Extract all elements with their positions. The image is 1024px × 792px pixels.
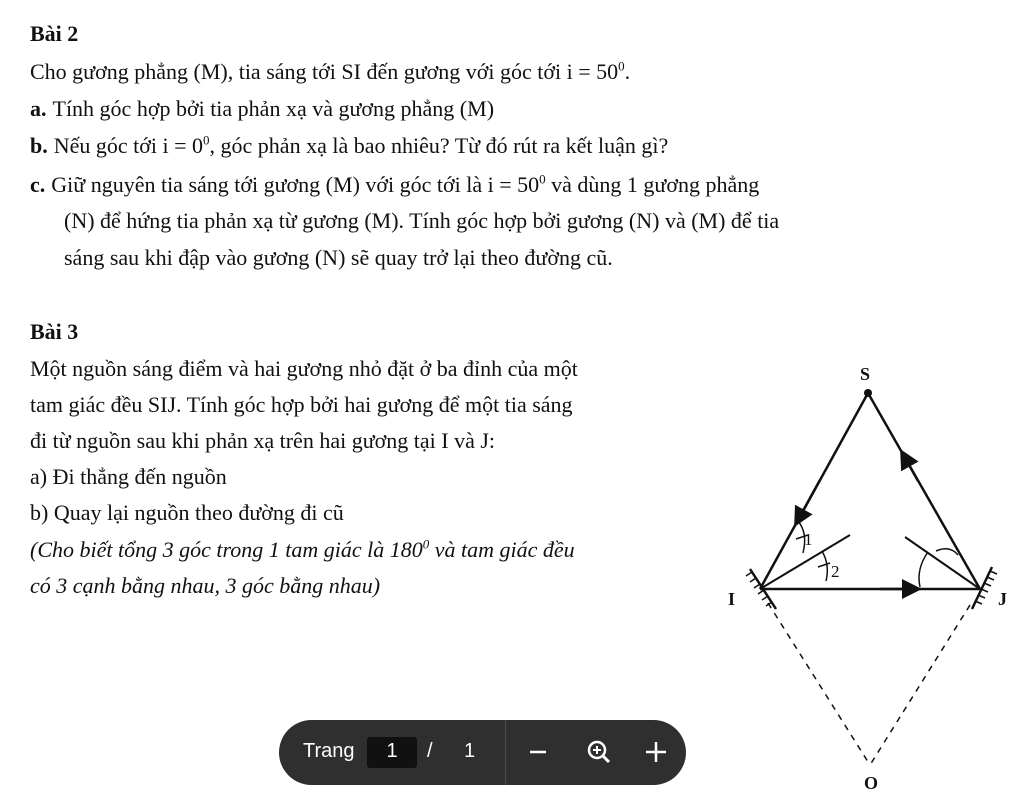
bai3-title: Bài 3: [30, 319, 79, 344]
bai3-note2: có 3 cạnh bằng nhau, 3 góc bằng nhau): [30, 573, 381, 598]
arrow-j-s: [904, 456, 918, 481]
bai2-c-text1: Giữ nguyên tia sáng tới gương (M) với góc tới là i = 50: [51, 172, 540, 197]
page-separator: /: [427, 740, 433, 762]
label-i: I: [728, 589, 736, 609]
label-angle-1: 1: [804, 530, 813, 549]
triangle-diagram: [700, 355, 1020, 792]
bai2-intro: [30, 58, 630, 86]
bai2-title: Bài 2: [30, 21, 79, 46]
bai3-note1-end: và tam giác đều: [429, 537, 575, 562]
bai2-intro-end: .: [624, 59, 631, 84]
bai2-b-label: b.: [30, 133, 48, 158]
page-input[interactable]: [367, 737, 417, 768]
bai3-note1: [30, 536, 575, 564]
toolbar-divider: [505, 720, 506, 785]
label-j: J: [998, 589, 1007, 609]
bai2-intro-text: Cho gương phẳng (M), tia sáng tới SI đến gương với góc tới i = 50: [30, 59, 619, 84]
bai2-c-line2: (N) để hứng tia phản xạ từ gương (M). Tính góc hợp bởi gương (N) và (M) để tia: [64, 208, 780, 233]
zoom-out-icon[interactable]: [520, 734, 556, 770]
label-s: S: [860, 364, 871, 384]
bai2-a-text: Tính góc hợp bởi tia phản xạ và gương phẳng (M): [52, 96, 495, 121]
bai2-b-sup: 0: [203, 132, 210, 148]
dashed-j-to-o: [870, 605, 970, 765]
label-angle-2: 2: [831, 562, 840, 581]
bai3-line2: tam giác đều SIJ. Tính góc hợp bởi hai gương để một tia sáng: [30, 392, 573, 417]
bai3-part-b: b) Quay lại nguồn theo đường đi cũ: [30, 500, 344, 525]
angle-arc-j-left: [919, 552, 928, 587]
bai2-c-line3: sáng sau khi đập vào gương (N) sẽ quay trở lại theo đường cũ.: [64, 245, 613, 270]
bai2-a-label: a.: [30, 96, 47, 121]
bai2-part-c: [30, 171, 759, 199]
zoom-fit-icon[interactable]: [581, 734, 617, 770]
current-page: 1: [386, 740, 398, 762]
zoom-in-icon[interactable]: [638, 734, 674, 770]
bai2-c-text2: và dùng 1 gương phẳng: [545, 172, 760, 197]
tick-2: [818, 563, 830, 567]
source-point: [864, 389, 872, 397]
arrow-s-i: [798, 480, 820, 520]
pdf-toolbar: [279, 720, 686, 785]
angle-arc-j-right: [936, 549, 958, 555]
bai2-b-text2: , góc phản xạ là bao nhiêu? Từ đó rút ra kết luận gì?: [209, 133, 669, 158]
bai3-line1: Một nguồn sáng điểm và hai gương nhỏ đặt ở ba đỉnh của một: [30, 356, 578, 381]
bai2-part-b: [30, 132, 668, 160]
bai2-part-a: [30, 95, 494, 123]
bai2-intro-sup: 0: [618, 58, 625, 74]
bai3-part-a: a) Đi thẳng đến nguồn: [30, 464, 227, 489]
bai3-note1-text: (Cho biết tổng 3 góc trong 1 tam giác là 180: [30, 537, 423, 562]
bai2-c-sup: 0: [539, 171, 546, 187]
bai3-note1-sup: 0: [422, 536, 430, 552]
label-o: O: [864, 773, 879, 792]
total-pages: 1: [464, 740, 476, 762]
dashed-i-to-o: [768, 603, 870, 765]
bai3-line3: đi từ nguồn sau khi phản xạ trên hai gương tại I và J:: [30, 428, 496, 453]
page-word: Trang: [303, 740, 355, 762]
normal-j: [905, 537, 980, 589]
bai2-b-text1: Nếu góc tới i = 0: [53, 133, 204, 158]
bai2-c-label: c.: [30, 172, 46, 197]
